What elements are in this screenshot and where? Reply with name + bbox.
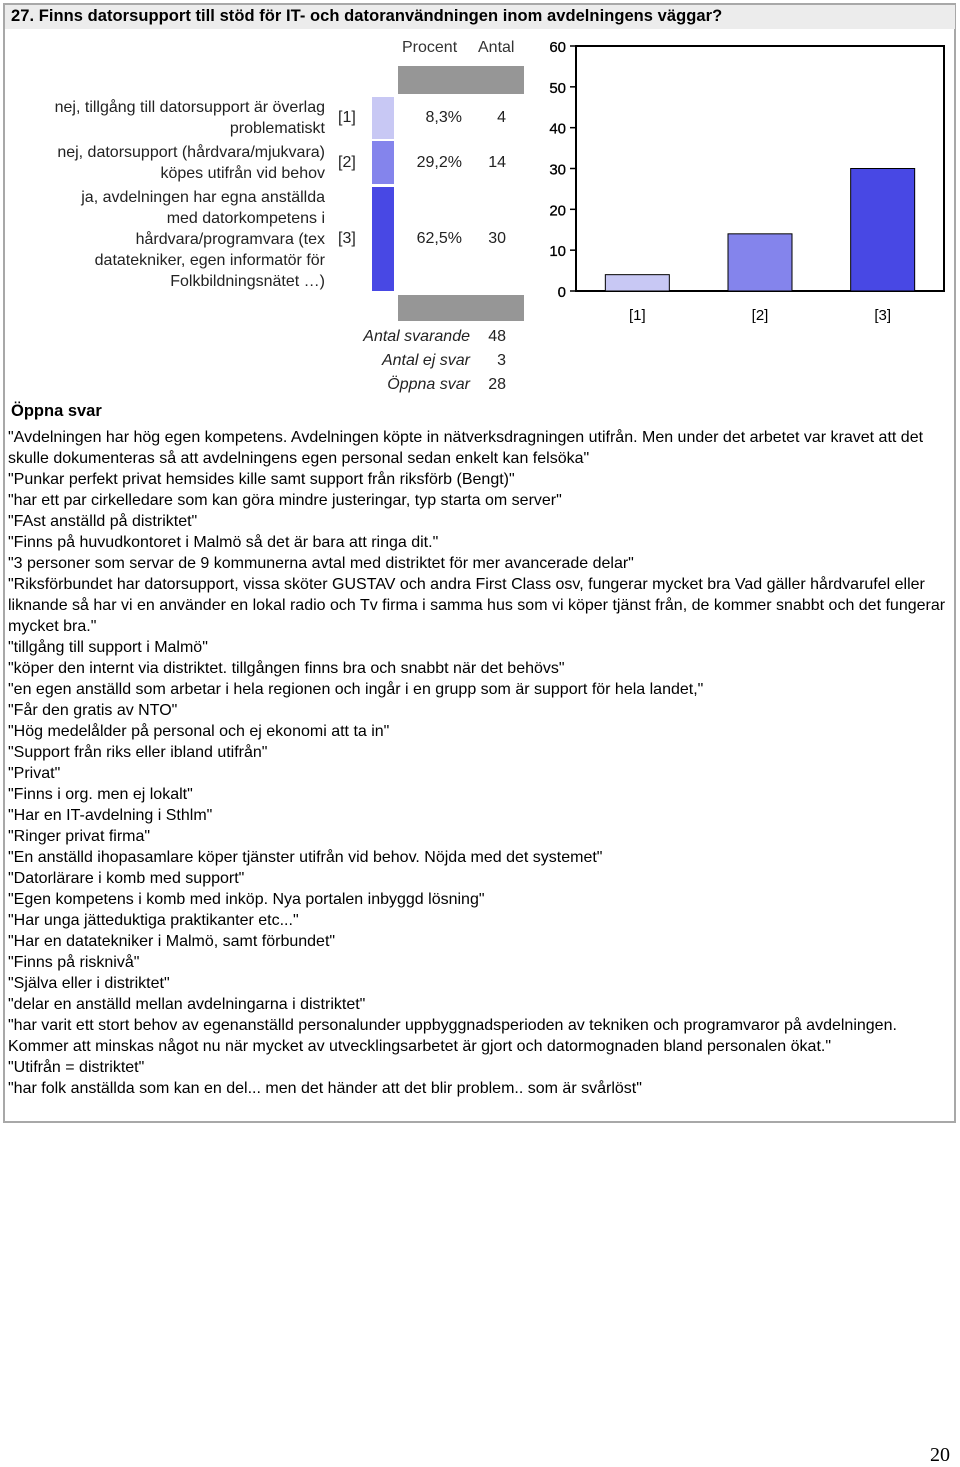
open-answers-count-value: 28 xyxy=(488,376,506,393)
y-tick-label: 10 xyxy=(549,243,566,261)
bar-1 xyxy=(605,275,669,291)
open-answer-item: "Finns på risknivå" xyxy=(8,954,140,971)
x-tick-label: [2] xyxy=(751,307,769,324)
open-answer-item: "har folk anställda som kan en del... men det händer att det blir problem.. som är svårlöst" xyxy=(8,1080,642,1097)
open-answers-list xyxy=(8,427,953,1099)
open-answer-item: "En anställd ihopasamlare köper tjänster utifrån vid behov. Nöjda med det systemet" xyxy=(8,849,603,866)
open-answer-item: "Får den gratis av NTO" xyxy=(8,702,178,719)
open-answer-item: "Riksförbundet har datorsupport, vissa sköter GUSTAV och andra First Class osv, fungerar mycket bra Vad gäller hårdvarufel eller liknande så har vi en använder en lokal radio och Tv firma i samma hus som vi köper tjänst från, de kommer snabbt och det fungerar mycket bra." xyxy=(8,576,946,635)
y-tick-label: 30 xyxy=(549,161,566,179)
open-answer-item: "delar en anställd mellan avdelningarna i distriktet" xyxy=(8,996,366,1013)
open-answers-count-label: Öppna svar xyxy=(387,376,470,393)
open-answer-item: "Privat" xyxy=(8,765,61,782)
open-answer-item: "Ringer privat firma" xyxy=(8,828,151,845)
answer-code-1: [1] xyxy=(338,109,356,126)
respondents-label: Antal svarande xyxy=(363,328,470,345)
table-footer-band xyxy=(398,295,524,321)
answer-count-2: 14 xyxy=(488,154,506,171)
answer-swatch-2 xyxy=(372,141,394,184)
no-answer-value: 3 xyxy=(497,352,506,369)
open-answers-heading: Öppna svar xyxy=(11,402,102,420)
y-tick-label: 40 xyxy=(549,120,566,138)
open-answer-item: "köper den internt via distriktet. tillgången finns bra och snabbt när det behövs" xyxy=(8,660,565,677)
answer-swatch-3 xyxy=(372,187,394,291)
answer-label-1: nej, tillgång till datorsupport är överlag problematiskt xyxy=(54,99,325,137)
answer-percent-1: 8,3% xyxy=(425,109,462,126)
answer-percent-2: 29,2% xyxy=(416,154,462,171)
open-answer-item: "Egen kompetens i komb med inköp. Nya portalen inbyggd lösning" xyxy=(8,891,485,908)
open-answer-item: "Utifrån = distriktet" xyxy=(8,1059,145,1076)
open-answer-item: "Punkar perfekt privat hemsides kille samt support från riksförb (Bengt)" xyxy=(8,471,515,488)
open-answer-item: "tillgång till support i Malmö" xyxy=(8,639,208,656)
answer-count-3: 30 xyxy=(488,230,506,247)
bar-chart xyxy=(535,38,950,328)
answer-label-2: nej, datorsupport (hårdvara/mjukvara) köpes utifrån vid behov xyxy=(57,144,325,182)
open-answer-item: "Avdelningen har hög egen kompetens. Avdelningen köpte in nätverksdragningen utifrån. Men under det arbetet var kravet att det skulle dokumenteras så att avdelningens egen personal sedan enkelt kan felsöka" xyxy=(8,429,924,467)
x-tick-label: [3] xyxy=(874,307,892,324)
open-answer-item: "Finns på huvudkontoret i Malmö så det är bara att ringa dit." xyxy=(8,534,439,551)
answer-swatch-1 xyxy=(372,97,394,139)
page-number: 20 xyxy=(930,1444,950,1466)
header-percent: Procent xyxy=(402,39,458,56)
bar-2 xyxy=(728,234,792,291)
answer-code-2: [2] xyxy=(338,154,356,171)
open-answer-item: "FAst anställd på distriktet" xyxy=(8,513,198,530)
bar-3 xyxy=(851,169,915,292)
respondents-value: 48 xyxy=(488,328,506,345)
header-count: Antal xyxy=(478,39,515,56)
answer-count-1: 4 xyxy=(497,109,506,126)
open-answer-item: "Hög medelålder på personal och ej ekonomi att ta in" xyxy=(8,723,390,740)
open-answer-item: "Själva eller i distriktet" xyxy=(8,975,170,992)
answer-label-3: ja, avdelningen har egna anställda med datorkompetens i hårdvara/programvara (tex datatekniker, egen informatör för Folkbildningsnätet …) xyxy=(81,189,325,290)
table-header-band xyxy=(398,66,524,94)
no-answer-label: Antal ej svar xyxy=(381,352,470,369)
y-tick-label: 0 xyxy=(557,284,566,301)
open-answer-item: "en egen anställd som arbetar i hela regionen och ingår i en grupp som är support för hela landet," xyxy=(8,681,704,698)
x-tick-label: [1] xyxy=(628,307,646,324)
open-answer-item: "Har unga jätteduktiga praktikanter etc..." xyxy=(8,912,299,929)
open-answer-item: "Har en IT-avdelning i Sthlm" xyxy=(8,807,213,824)
y-tick-label: 60 xyxy=(549,39,566,56)
open-answer-item: "Datorlärare i komb med support" xyxy=(8,870,245,887)
open-answer-item: "3 personer som servar de 9 kommunerna avtal med distriktet för mer avancerade delar" xyxy=(8,555,634,572)
open-answer-item: "har varit ett stort behov av egenanställd personalunder uppbyggnadsperioden av tekniken och programvaror på avdelningen. Kommer att minskas något nu när mycket av utvecklingsarbetet är gjort och datormognaden bland personalen ökat." xyxy=(8,1017,897,1055)
question-title: 27. Finns datorsupport till stöd för IT- och datoranvändningen inom avdelningens väggar? xyxy=(11,7,723,25)
y-tick-label: 50 xyxy=(549,79,566,97)
answer-percent-3: 62,5% xyxy=(416,230,462,247)
open-answer-item: "har ett par cirkelledare som kan göra mindre justeringar, typ starta om server" xyxy=(8,492,562,509)
open-answer-item: "Finns i org. men ej lokalt" xyxy=(8,786,193,803)
answer-code-3: [3] xyxy=(338,230,356,247)
y-tick-label: 20 xyxy=(549,202,566,220)
open-answer-item: "Har en datatekniker i Malmö, samt förbundet" xyxy=(8,933,336,950)
open-answer-item: "Support från riks eller ibland utifrån" xyxy=(8,744,268,761)
